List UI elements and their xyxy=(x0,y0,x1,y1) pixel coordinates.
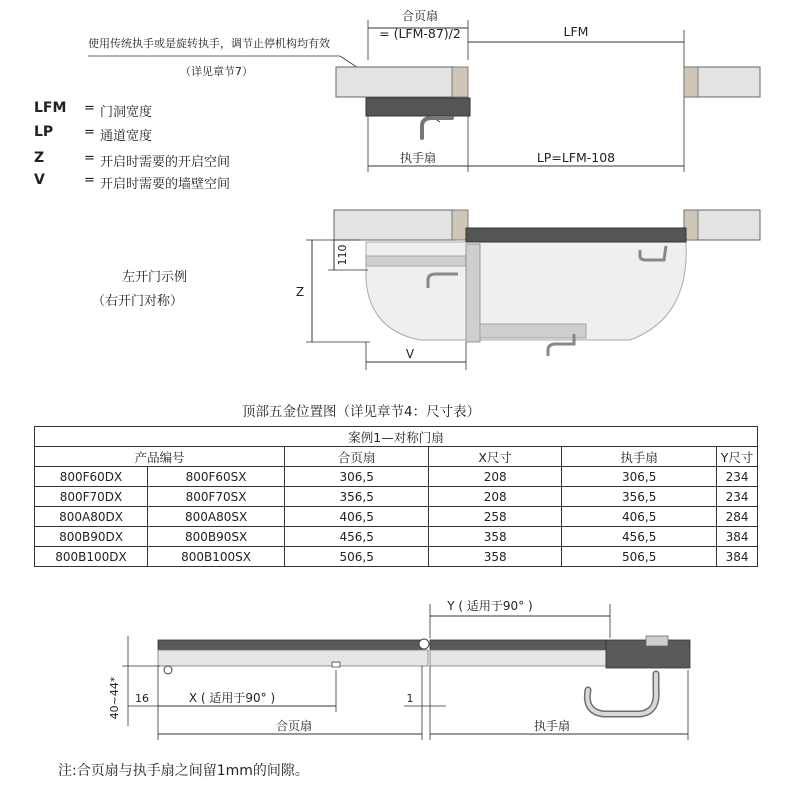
hinge-leaf-profile xyxy=(158,650,428,666)
right-open-caption: （右开门对称） xyxy=(92,294,184,309)
handle-cell: 506,5 xyxy=(562,547,717,567)
header-hinge-leaf: 合页扇 xyxy=(285,447,429,467)
stop-marker xyxy=(332,662,340,667)
legend-key-v: V xyxy=(34,172,45,188)
lp-formula: LP=LFM-108 xyxy=(536,150,616,165)
case-title: 案例1—对称门扇 xyxy=(35,427,758,447)
top-rail-hinge-side xyxy=(158,640,422,650)
y-cell: 234 xyxy=(717,467,758,487)
stop-note-line2: （详见章节7） xyxy=(180,65,253,78)
lfm-label: LFM xyxy=(563,24,589,39)
top-hardware-position-diagram xyxy=(0,590,790,750)
handle-cell: 356,5 xyxy=(562,487,717,507)
ghost-leaf-1 xyxy=(366,256,466,266)
legend-desc-z: 开启时需要的开启空间 xyxy=(100,155,231,170)
handle-cell: 406,5 xyxy=(562,507,717,527)
y-cell: 234 xyxy=(717,487,758,507)
table-row xyxy=(35,527,758,547)
right-frame-post xyxy=(684,67,698,97)
header-handle-leaf: 执手扇 xyxy=(562,447,717,467)
left-wall xyxy=(336,67,454,97)
x-cell: 208 xyxy=(429,487,562,507)
top-rail-handle-side xyxy=(430,640,606,650)
x-dim-label: X ( 适用于90° ) xyxy=(188,691,276,705)
x-cell: 208 xyxy=(429,467,562,487)
y-dim-label: Y ( 适用于90° ) xyxy=(447,599,533,613)
legend-key-lp: LP xyxy=(34,124,54,140)
bottom-hinge-leaf-label: 合页扇 xyxy=(275,719,313,733)
open-handle-leaf xyxy=(480,324,586,338)
legend-eq-v: = xyxy=(84,173,95,188)
table-row xyxy=(35,547,758,567)
legend-desc-lp: 通道宽度 xyxy=(100,129,153,144)
x-cell: 258 xyxy=(429,507,562,527)
code-dx-cell: 800B90DX xyxy=(35,527,148,547)
hinge-cell: 506,5 xyxy=(285,547,429,567)
pivot-point xyxy=(164,666,172,674)
height-dim-label: 40~44* xyxy=(108,676,121,720)
hinge-leaf-label: 合页扇 xyxy=(401,9,439,23)
legend-eq-lp: = xyxy=(84,125,95,140)
x-cell: 358 xyxy=(429,527,562,547)
open-hinge-leaf xyxy=(466,244,480,342)
legend-eq-z: = xyxy=(84,151,95,166)
legend-key-z: Z xyxy=(34,150,45,166)
bottom-handle-leaf-label: 执手扇 xyxy=(533,719,571,733)
header-y-size: Y尺寸 xyxy=(717,447,758,467)
y-cell: 384 xyxy=(717,547,758,567)
closed-door-leaf xyxy=(466,228,686,242)
pivot-block xyxy=(646,636,668,646)
table-title: 顶部五金位置图（详见章节4：尺寸表） xyxy=(242,404,481,420)
handle-cell: 456,5 xyxy=(562,527,717,547)
z-dim-label: Z xyxy=(295,285,305,299)
dim-110-label: 110 xyxy=(336,244,349,266)
bottom-door-handle-highlight xyxy=(587,674,656,714)
y-cell: 384 xyxy=(717,527,758,547)
hinge-cell: 456,5 xyxy=(285,527,429,547)
code-dx-cell: 800A80DX xyxy=(35,507,148,527)
bottom-door-handle xyxy=(587,674,656,714)
header-product-no: 产品编号 xyxy=(35,447,285,467)
door-handle xyxy=(422,118,452,138)
hinge-point xyxy=(419,639,429,649)
table-row xyxy=(35,467,758,487)
code-sx-cell: 800F60SX xyxy=(148,467,285,487)
code-dx-cell: 800B100DX xyxy=(35,547,148,567)
code-sx-cell: 800B100SX xyxy=(148,547,285,567)
mid-left-wall xyxy=(334,210,454,240)
code-sx-cell: 800B90SX xyxy=(148,527,285,547)
top-door-plan-diagram xyxy=(0,0,790,200)
handle-cell: 306,5 xyxy=(562,467,717,487)
table-row xyxy=(35,487,758,507)
dim-16-label: 16 xyxy=(135,692,149,705)
handle-leaf-label: 执手扇 xyxy=(399,151,437,165)
legend-key-lfm: LFM xyxy=(34,100,67,116)
hinge-cell: 356,5 xyxy=(285,487,429,507)
code-sx-cell: 800F70SX xyxy=(148,487,285,507)
legend-eq-lfm: = xyxy=(84,101,95,116)
gap-dim-label: 1 xyxy=(406,692,414,705)
hinge-leaf-formula: = (LFM-87)/2 xyxy=(379,26,461,41)
code-sx-cell: 800A80SX xyxy=(148,507,285,527)
hinge-cell: 406,5 xyxy=(285,507,429,527)
code-dx-cell: 800F60DX xyxy=(35,467,148,487)
hinge-door-leaf xyxy=(366,98,470,116)
footnote: 注:合页扇与执手扇之间留1mm的间隙。 xyxy=(58,763,309,779)
table-row xyxy=(35,507,758,527)
hinge-cell: 306,5 xyxy=(285,467,429,487)
dimension-table xyxy=(34,426,758,567)
stop-note-line1: 使用传统执手或是旋转执手，调节止停机构均有效 xyxy=(88,37,330,50)
y-cell: 284 xyxy=(717,507,758,527)
header-x-size: X尺寸 xyxy=(429,447,562,467)
left-open-caption: 左开门示例 xyxy=(122,270,188,285)
legend-desc-lfm: 门洞宽度 xyxy=(100,105,153,120)
handle-leaf-profile xyxy=(430,650,606,666)
left-frame-post xyxy=(452,67,468,97)
code-dx-cell: 800F70DX xyxy=(35,487,148,507)
x-cell: 358 xyxy=(429,547,562,567)
v-dim-label: V xyxy=(405,347,415,361)
legend-desc-v: 开启时需要的墙壁空间 xyxy=(100,177,231,192)
